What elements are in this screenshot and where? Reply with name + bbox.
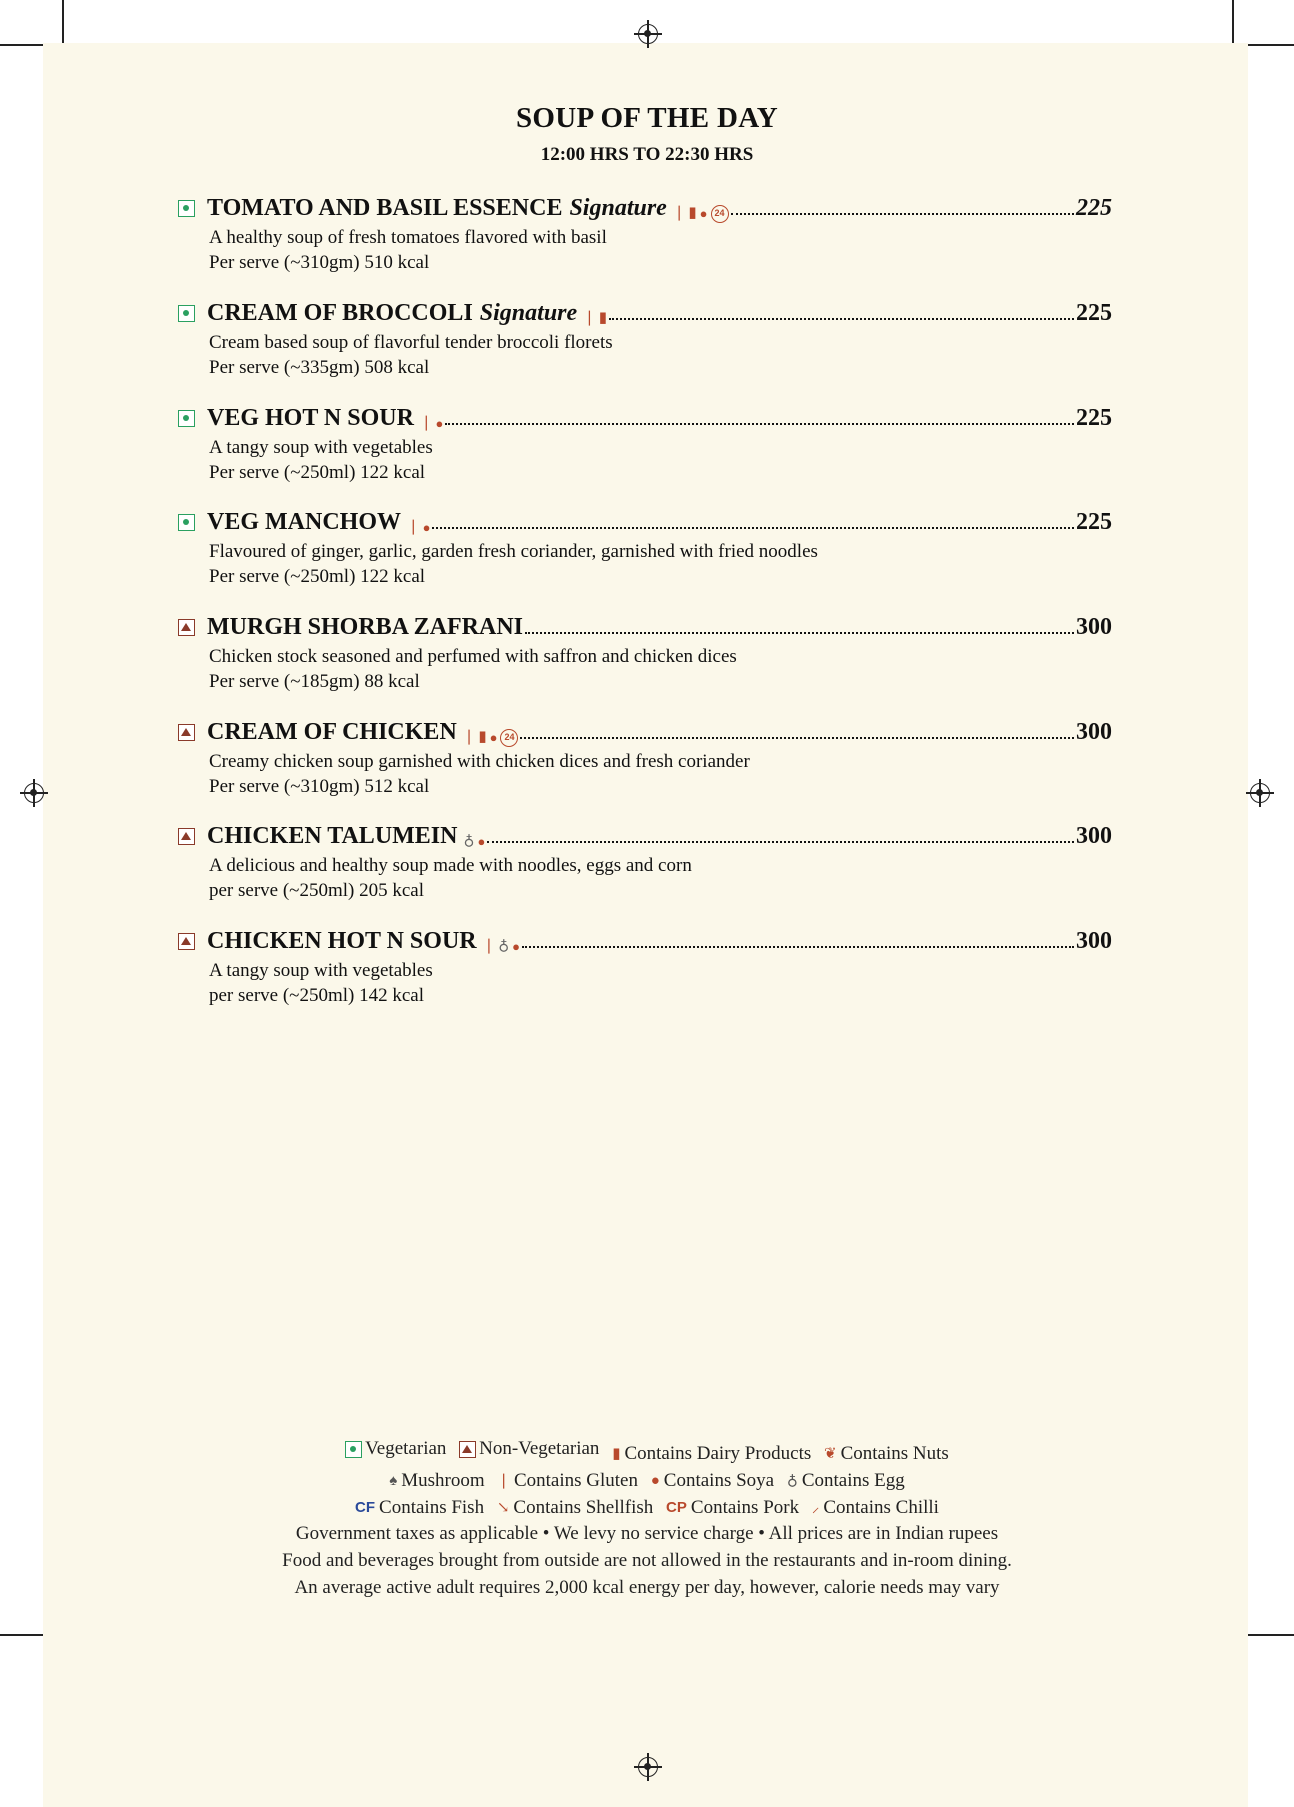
wheat-icon: ❘ (462, 729, 476, 745)
allergen-icons (463, 834, 485, 849)
veg-mark-icon (178, 410, 195, 427)
legend-mushroom: ♠ Mushroom (389, 1468, 484, 1494)
legend-nuts: ❦ Contains Nuts (824, 1441, 949, 1467)
item-calories: Per serve (~335gm) 508 kcal (209, 357, 430, 378)
crop-mark (0, 44, 48, 46)
legend-fish: CF Contains Fish (355, 1495, 484, 1521)
soybean-icon: ● (512, 939, 521, 954)
item-description: Creamy chicken soup garnished with chicken dices and fresh coriander (209, 751, 750, 772)
egg-cup-icon: ♁ (498, 938, 510, 954)
wheat-icon: ❘ (482, 938, 496, 954)
menu-title: SOUP OF THE DAY (515, 102, 779, 134)
serving-hours: 12:00 HRS TO 22:30 HRS (540, 144, 754, 165)
signature-label: Signature (569, 195, 667, 221)
tax-note: Government taxes as applicable • We levy no service charge • All prices are in Indian rupees (295, 1523, 999, 1544)
wheat-icon: ❘ (672, 205, 686, 221)
calorie-note: An average active adult requires 2,000 kcal energy per day, however, calorie needs may vary (294, 1577, 1000, 1598)
item-name: CHICKEN HOT N SOUR (207, 928, 477, 954)
nonveg-mark-icon (459, 1441, 476, 1458)
menu-item (178, 195, 1112, 275)
menu-item (178, 719, 1112, 799)
footnotes (0, 1520, 1294, 1601)
milk-bottle-icon: ▮ (598, 310, 607, 326)
veg-mark-icon (345, 1441, 362, 1458)
milk-bottle-icon: ▮ (688, 205, 697, 221)
dot-leader (487, 841, 1074, 843)
milk-bottle-icon: ▮ (478, 729, 487, 745)
item-price: 300 (1076, 614, 1112, 640)
outside-food-note: Food and beverages brought from outside are not allowed in the restaurants and in-room dining. (282, 1550, 1012, 1571)
item-calories: Per serve (~310gm) 512 kcal (209, 776, 430, 797)
dot-leader (445, 423, 1074, 425)
24-hour-badge-icon: 24 (500, 729, 518, 747)
legend-shellfish: ↘ Contains Shellfish (497, 1495, 653, 1521)
dot-leader (522, 946, 1074, 948)
legend-pork: CP Contains Pork (666, 1495, 799, 1521)
egg-cup-icon: ♁ (463, 833, 475, 849)
24-hour-badge-icon: 24 (711, 205, 729, 223)
menu-item-row (178, 614, 1112, 644)
menu-item-row (178, 509, 1112, 539)
item-description: A healthy soup of fresh tomatoes flavored with basil (209, 227, 607, 248)
dot-leader (609, 318, 1074, 320)
item-calories: Per serve (~250ml) 122 kcal (209, 462, 426, 483)
item-price: 225 (1076, 405, 1112, 431)
item-name: CREAM OF BROCCOLI (207, 300, 473, 326)
nonveg-mark-icon (178, 828, 195, 845)
allergen-icons (420, 416, 443, 431)
item-calories: Per serve (~250ml) 122 kcal (209, 566, 426, 587)
item-description: Chicken stock seasoned and perfumed with saffron and chicken dices (209, 646, 737, 667)
menu-item-row (178, 823, 1112, 853)
item-price: 225 (1076, 195, 1112, 221)
soybean-icon: ● (489, 730, 498, 745)
item-name: TOMATO AND BASIL ESSENCE (207, 195, 563, 221)
milk-bottle-icon: ▮ (612, 1445, 621, 1462)
registration-mark-icon (1250, 783, 1270, 803)
legend-non-vegetarian: Non-Vegetarian (459, 1436, 599, 1462)
item-name: VEG HOT N SOUR (207, 405, 414, 431)
nut-icon: ❦ (824, 1445, 837, 1462)
menu-item (178, 300, 1112, 380)
dot-leader (520, 737, 1074, 739)
legend-chilli: ⸝ Contains Chilli (812, 1495, 939, 1521)
menu-item (178, 823, 1112, 903)
wheat-icon: ❘ (419, 415, 433, 431)
item-calories: per serve (~250ml) 142 kcal (209, 985, 424, 1006)
wheat-icon: ❘ (583, 310, 596, 326)
veg-mark-icon (178, 305, 195, 322)
dot-leader (731, 213, 1074, 215)
registration-mark-icon (24, 783, 44, 803)
item-description: Flavoured of ginger, garlic, garden fresh coriander, garnished with fried noodles (209, 541, 818, 562)
nonveg-mark-icon (178, 619, 195, 636)
crop-mark (1246, 1634, 1294, 1636)
soybean-icon: ● (477, 834, 486, 849)
crop-mark (0, 1634, 48, 1636)
dot-leader (432, 527, 1074, 529)
menu-item (178, 614, 1112, 694)
item-price: 225 (1076, 509, 1112, 535)
soybean-icon: ● (422, 520, 431, 535)
allergen-icons (673, 205, 729, 223)
dietary-legend (0, 1436, 1294, 1521)
signature-label: Signature (479, 300, 578, 326)
legend-gluten: ❘ Contains Gluten (497, 1468, 638, 1494)
nonveg-mark-icon (178, 724, 195, 741)
item-name: MURGH SHORBA ZAFRANI (207, 614, 524, 640)
egg-cup-icon: ♁ (786, 1472, 798, 1489)
shrimp-icon: ↘ (496, 1499, 510, 1516)
item-description: Cream based soup of flavorful tender broccoli florets (209, 332, 613, 353)
menu-item (178, 405, 1112, 485)
legend-dairy: ▮ Contains Dairy Products (612, 1441, 811, 1467)
item-name: CREAM OF CHICKEN (207, 719, 457, 745)
item-calories: Per serve (~185gm) 88 kcal (209, 671, 420, 692)
veg-mark-icon (178, 200, 195, 217)
item-price: 300 (1076, 719, 1112, 745)
menu-item-row (178, 405, 1112, 435)
pork-code-icon: CP (666, 1498, 687, 1516)
menu-item-row (178, 928, 1112, 958)
wheat-icon: ❘ (407, 519, 420, 535)
item-price: 300 (1076, 823, 1112, 849)
menu-item-row (178, 300, 1112, 330)
registration-mark-icon (638, 1757, 658, 1777)
legend-egg: ♁ Contains Egg (787, 1468, 905, 1494)
allergen-icons (463, 729, 519, 747)
fish-code-icon: CF (355, 1498, 376, 1516)
item-price: 225 (1076, 300, 1112, 326)
dot-leader (525, 632, 1074, 634)
veg-mark-icon (178, 514, 195, 531)
allergen-icons (483, 939, 520, 954)
item-description: A delicious and healthy soup made with noodles, eggs and corn (209, 855, 692, 876)
wheat-icon: ❘ (497, 1472, 510, 1489)
soybean-icon: ● (699, 206, 708, 221)
item-price: 300 (1076, 928, 1112, 954)
allergen-icons (583, 311, 607, 326)
nonveg-mark-icon (178, 933, 195, 950)
chilli-icon: ⸝ (811, 1499, 820, 1516)
crop-mark (1246, 44, 1294, 46)
legend-soya: ● Contains Soya (651, 1468, 774, 1494)
item-description: A tangy soup with vegetables (209, 437, 433, 458)
item-name: CHICKEN TALUMEIN (207, 823, 458, 849)
item-calories: Per serve (~310gm) 510 kcal (209, 252, 430, 273)
menu-item (178, 928, 1112, 1008)
menu-item-row (178, 719, 1112, 749)
menu-item (178, 509, 1112, 589)
mushroom-icon: ♠ (389, 1472, 398, 1489)
soybean-icon: ● (435, 416, 444, 431)
allergen-icons (407, 520, 430, 535)
legend-vegetarian: Vegetarian (345, 1436, 446, 1462)
soybean-icon: ● (650, 1472, 660, 1489)
item-name: VEG MANCHOW (207, 509, 401, 535)
item-calories: per serve (~250ml) 205 kcal (209, 880, 424, 901)
registration-mark-icon (638, 24, 658, 44)
menu-item-row (178, 195, 1112, 225)
item-description: A tangy soup with vegetables (209, 960, 433, 981)
